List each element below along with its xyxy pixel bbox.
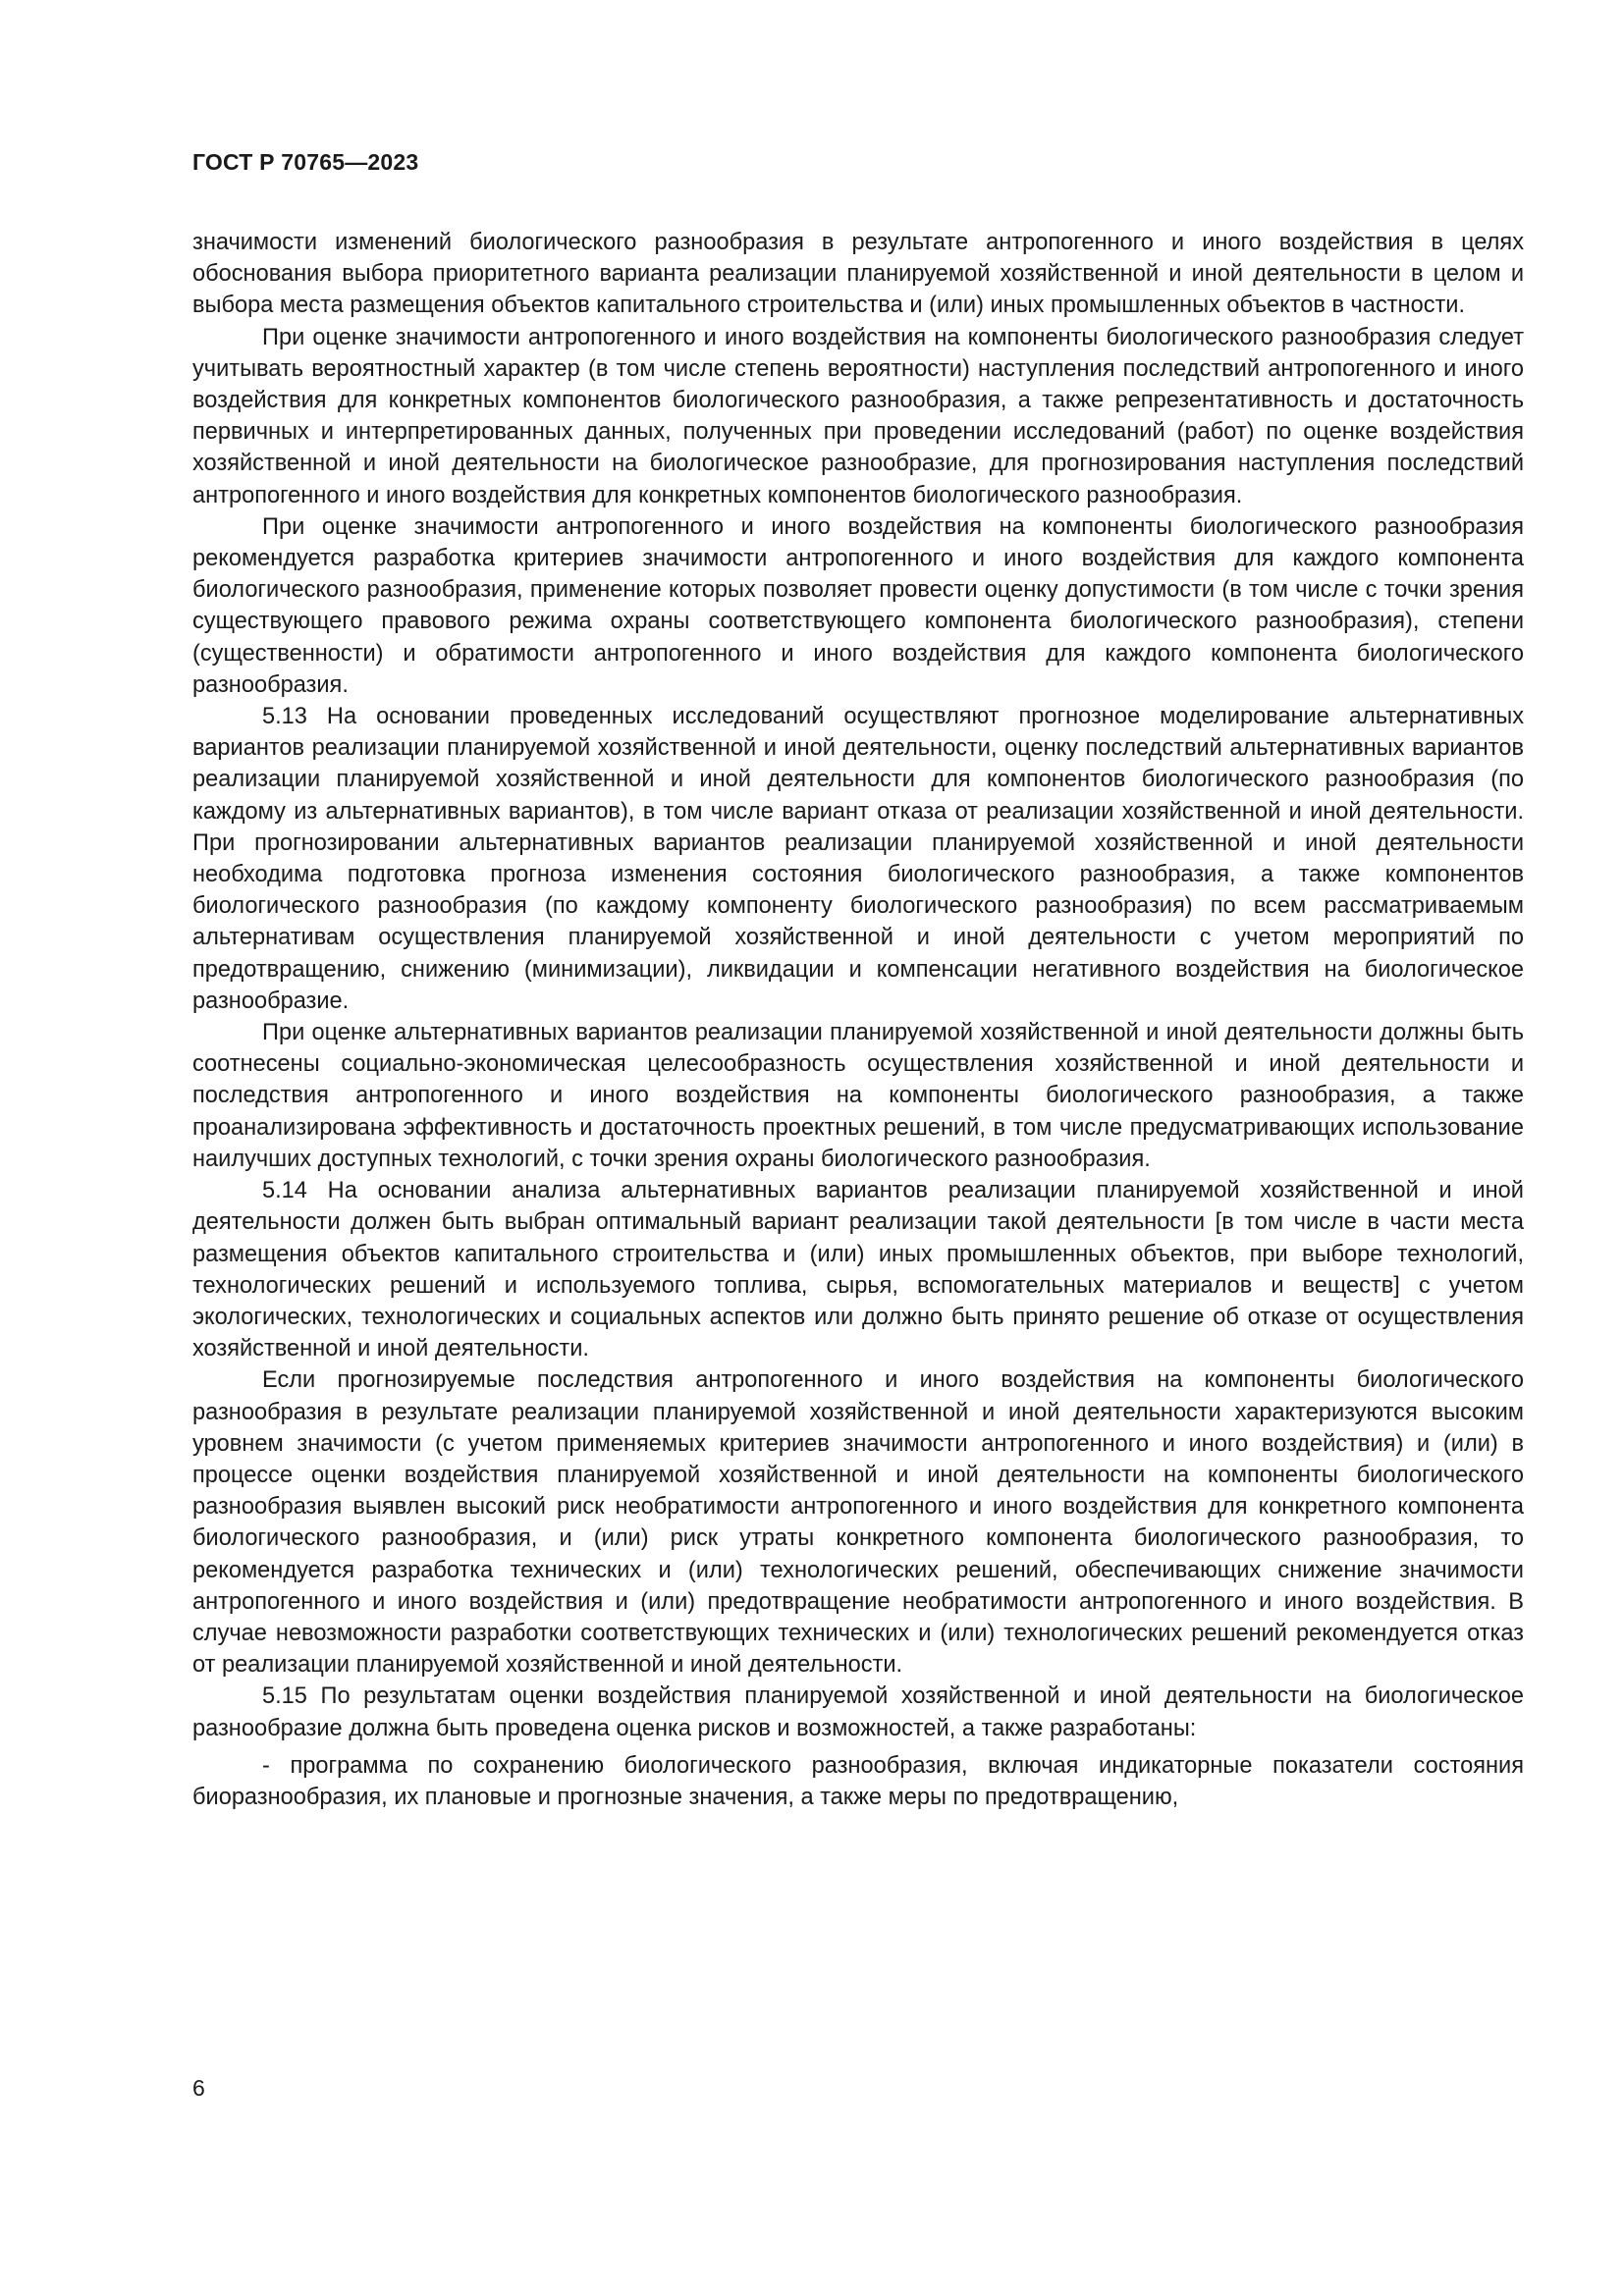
document-header-standard-id: ГОСТ Р 70765—2023: [192, 149, 419, 175]
paragraph: Если прогнозируемые последствия антропогенного и иного воздействия на компоненты биологического разнообразия в результате реализации планируемой хозяйственной и иной деятельности характеризуются высоким уровнем значимости (с учетом применяемых критериев значимости антропогенного и иного воздействия) и (или) в процессе оценки воздействия планируемой хозяйственной и иной деятельности на компоненты биологического разнообразия выявлен высокий риск необратимости антропогенного и иного воздействия для конкретного компонента биологического разнообразия, и (или) риск утраты конкретного компонента биологического разнообразия, то рекомендуется разработка технических и (или) технологических решений, обеспечивающих снижение значимости антропогенного и иного воздействия и (или) предотвращение необратимости антропогенного и иного воздействия. В случае невозможности разработки соответствующих технических и (или) технологических решений рекомендуется отказ от реализации планируемой хозяйственной и иной деятельности.: [192, 1367, 1524, 1679]
paragraph-clause-5-14: 5.14 На основании анализа альтернативных вариантов реализации планируемой хозяйственной и иной деятельности должен быть выбран оптимальный вариант реализации такой деятельности [в том числе в части места размещения объектов капитального строительства и (или) иных промышленных объектов, при выборе технологий, технологических решений и используемого топлива, сырья, вспомогательных материалов и веществ] с учетом экологических, технологических и социальных аспектов или должно быть принято решение об отказе от осуществления хозяйственной и иной деятельности.: [192, 1178, 1524, 1362]
document-body: [192, 227, 1524, 1813]
paragraph-clause-5-13: 5.13 На основании проведенных исследований осуществляют прогнозное моделирование альтернативных вариантов реализации планируемой хозяйственной и иной деятельности, оценку последствий альтернативных вариантов реализации планируемой хозяйственной и иной деятельности для компонентов биологического разнообразия (по каждому из альтернативных вариантов), в том числе вариант отказа от реализации хозяйственной и иной деятельности. При прогнозировании альтернативных вариантов реализации планируемой хозяйственной и иной деятельности необходима подготовка прогноза изменения состояния биологического разнообразия, а также компонентов биологического разнообразия (по каждому компоненту биологического разнообразия) по всем рассматриваемым альтернативам осуществления планируемой хозяйственной и иной деятельности с учетом мероприятий по предотвращению, снижению (минимизации), ликвидации и компенсации негативного воздействия на биологическое разнообразие.: [192, 704, 1524, 1014]
paragraph: При оценке значимости антропогенного и иного воздействия на компоненты биологического разнообразия следует учитывать вероятностный характер (в том числе степень вероятности) наступления последствий антропогенного и иного воздействия для конкретных компонентов биологического разнообразия, а также репрезентативность и достаточность первичных и интерпретированных данных, полученных при проведении исследований (работ) по оценке воздействия хозяйственной и иной деятельности на биологическое разнообразие, для прогнозирования наступления последствий антропогенного и иного воздействия для конкретных компонентов биологического разнообразия.: [192, 324, 1524, 508]
paragraph-continuation: значимости изменений биологического разнообразия в результате антропогенного и иного воздействия в целях обоснования выбора приоритетного варианта реализации планируемой хозяйственной и иной деятельности в целом и выбора места размещения объектов капитального строительства и (или) иных промышленных объектов в частности.: [192, 230, 1524, 319]
page-number: 6: [192, 2075, 205, 2101]
paragraph: При оценке альтернативных вариантов реализации планируемой хозяйственной и иной деятельности должны быть соотнесены социально-экономическая целесообразность осуществления хозяйственной и иной деятельности и последствия антропогенного и иного воздействия на компоненты биологического разнообразия, а также проанализирована эффективность и достаточность проектных решений, в том числе предусматривающих использование наилучших доступных технологий, с точки зрения охраны биологического разнообразия.: [192, 1020, 1524, 1172]
paragraph: При оценке значимости антропогенного и иного воздействия на компоненты биологического разнообразия рекомендуется разработка критериев значимости антропогенного и иного воздействия для каждого компонента биологического разнообразия, применение которых позволяет провести оценку допустимости (в том числе с точки зрения существующего правового режима охраны соответствующего компонента биологического разнообразия), степени (существенности) и обратимости антропогенного и иного воздействия для каждого компонента биологического разнообразия.: [192, 513, 1524, 698]
list-item: - программа по сохранению биологического разнообразия, включая индикаторные показатели состояния биоразнообразия, их плановые и прогнозные значения, а также меры по предотвращению,: [192, 1752, 1524, 1810]
paragraph-clause-5-15: 5.15 По результатам оценки воздействия планируемой хозяйственной и иной деятельности на биологическое разнообразие должна быть проведена оценка рисков и возможностей, а также разработаны:: [192, 1683, 1524, 1741]
